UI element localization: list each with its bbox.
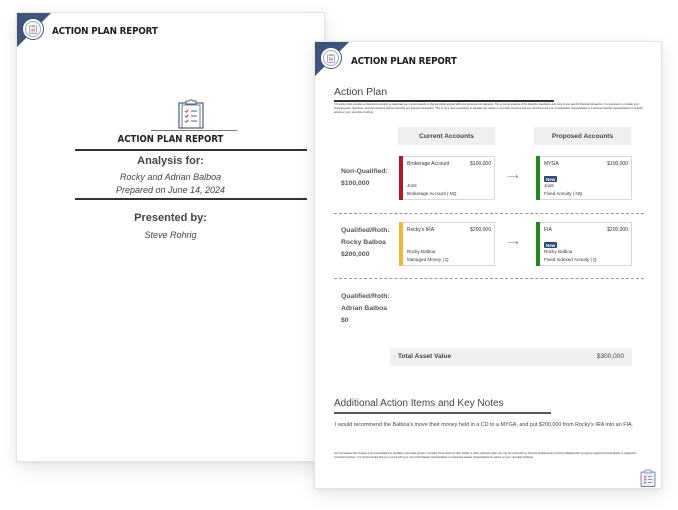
section-title-notes: Additional Action Items and Key Notes: [334, 398, 504, 409]
account-card-fia[interactable]: FIA $200,000 New Rocky Balboa Fixed Indexed Annuity | Q: [536, 222, 632, 266]
arrow-right-icon: ⟶: [507, 238, 519, 247]
account-card-rockys-ira[interactable]: Rocky's IRA $200,000 Rocky Balboa Managed Money | Q: [399, 222, 495, 266]
row-label-qualified-rocky: Qualified/Roth: Rocky Balboa $200,000: [341, 227, 390, 258]
divider-top: [75, 149, 307, 151]
status-bar: [399, 156, 403, 200]
row-label-qualified-adrian: Qualified/Roth: Adrian Balboa $0: [341, 293, 390, 324]
header-title: ACTION PLAN REPORT: [351, 56, 457, 67]
clipboard-badge-icon: [22, 18, 44, 40]
total-label: Total Asset Value: [398, 353, 452, 360]
divider-bottom: [75, 198, 307, 200]
column-header-proposed: Proposed Accounts: [534, 127, 631, 145]
new-badge: New: [546, 176, 556, 182]
arrow-right-icon: ⟶: [507, 172, 519, 181]
title-underline: [151, 130, 237, 131]
row-label-non-qualified: Non-Qualified: $100,000: [341, 168, 388, 187]
clipboard-checklist-icon: [640, 469, 656, 487]
client-names: Rocky and Adrian Balboa: [119, 172, 222, 182]
total-asset-value-row: [390, 348, 632, 366]
status-bar: [536, 156, 540, 200]
prepared-date: Prepared on June 14, 2024: [115, 185, 226, 195]
analysis-for-label: Analysis for:: [137, 155, 204, 167]
clipboard-badge-icon: [320, 47, 342, 69]
action-plan-page: [314, 41, 662, 489]
cover-page: [16, 12, 325, 462]
report-title: ACTION PLAN REPORT: [117, 134, 224, 145]
account-card-myga[interactable]: MYGA $100,000 New Joint Fixed Annuity | NQ: [536, 156, 632, 200]
new-badge: New: [546, 242, 556, 248]
total-value: $300,000: [596, 353, 624, 360]
row-divider: [334, 278, 644, 279]
section-rule: [334, 100, 554, 102]
presenter-name: Steve Rohrig: [144, 230, 197, 240]
section-rule: [334, 412, 551, 414]
section-title-action-plan: Action Plan: [334, 86, 388, 98]
notes-text: I would recommend the Balboa's move their money held in a CD to a MYGA, and put $200,000 from Rocky's IRA into an FIA.: [335, 422, 634, 428]
disclaimer-text: The Action Plan provides a theoretical scenario to reallocate your current assets so that are better aligned with your personal risk tolerance. This is not an analysis of the benefits, drawbacks and risks of any specific financial transaction. It is important to consider your financial goals, objectives, and risk tolerance before executing any financial transaction. This is not a recommendation to liquidate any assets or securities products and you should consult your broker/dealer representative or investment adviser representative for specific advice on your securities holdings.: [334, 103, 643, 115]
account-card-brokerage[interactable]: Brokerage Account $100,000 Joint Brokerage Account | NQ: [399, 156, 495, 200]
status-bar: [536, 222, 540, 266]
row-divider: [334, 213, 644, 214]
status-bar: [399, 222, 403, 266]
presented-by-label: Presented by:: [134, 212, 207, 224]
footer-disclaimer: Any transaction that involves a recommendation to liquidate a securities product, including those within an IRA, 401(k) or other retirement plan can only be conducted by financial professionals currently affiliated with a properly registered broker/dealer or registered investment adviser. It is recommended that you consult with your own broker/dealer representative or investment adviser representative for advice on your securities holdings.: [334, 452, 636, 460]
column-header-current: Current Accounts: [398, 127, 495, 145]
clipboard-checklist-icon: [177, 99, 205, 129]
header-title: ACTION PLAN REPORT: [52, 26, 158, 37]
